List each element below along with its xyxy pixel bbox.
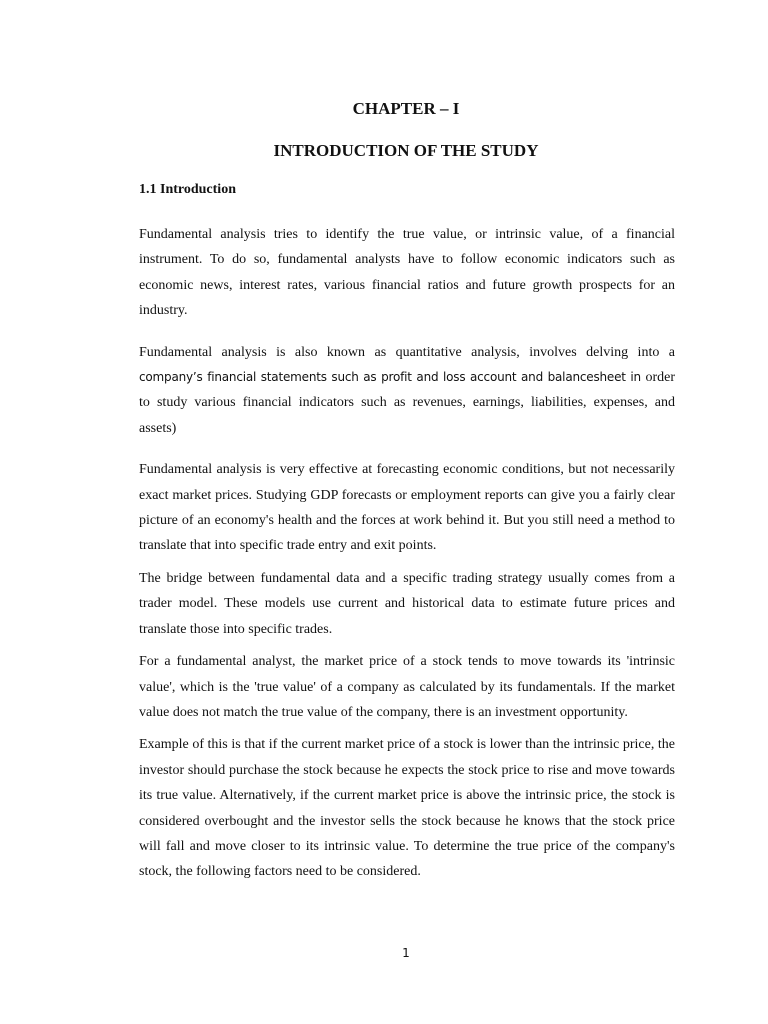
- paragraph-6: Example of this is that if the current market price of a stock is lower than the intrinsic price, the investor should purchase the stock because he expects the stock price to rise and move towards its true value. Alternatively, if the current market price is above the intrinsic price, the stock is considered overbought and the investor sells the stock because he knows that the stock price will fall and move closer to its intrinsic value. To determine the true price of the company's stock, the following factors need to be considered.: [139, 737, 675, 880]
- paragraph-1: Fundamental analysis tries to identify the true value, or intrinsic value, of a financial instrument. To do so, fundamental analysts have to follow economic indicators such as economic news, interest rates, various financial ratios and future growth prospects for an industry.: [139, 227, 675, 319]
- paragraph-2-part-2: company’s financial statements such as profit and loss account and balancesheet in: [139, 370, 641, 385]
- page-title: INTRODUCTION OF THE STUDY: [273, 141, 539, 160]
- paragraph-2-part-1: Fundamental analysis is also known as quantitative analysis, involves delving into a: [139, 344, 675, 360]
- chapter-label: CHAPTER – I: [352, 99, 460, 118]
- paragraph-3: Fundamental analysis is very effective at forecasting economic conditions, but not necessarily exact market prices. Studying GDP forecasts or employment reports can give you a fairly clear picture of an economy's health and the forces at work behind it. But you still need a method to translate that into specific trade entry and exit points.: [139, 462, 675, 554]
- page-number: 1: [402, 946, 410, 960]
- paragraph-4: The bridge between fundamental data and a specific trading strategy usually comes from a trader model. These models use current and historical data to estimate future prices and translate those into specific trades.: [139, 570, 675, 637]
- section-heading: 1.1 Introduction: [139, 182, 236, 197]
- paragraph-5: For a fundamental analyst, the market price of a stock tends to move towards its 'intrinsic value', which is the 'true value' of a company as calculated by its fundamentals. If the market value does not match the true value of the company, there is an investment opportunity.: [139, 654, 675, 720]
- paragraph-2-part-3: order to study various financial indicators such as revenues, earnings, liabilities, expenses, and assets): [139, 370, 675, 436]
- paragraph-2: [139, 340, 675, 442]
- body-text: [139, 222, 675, 885]
